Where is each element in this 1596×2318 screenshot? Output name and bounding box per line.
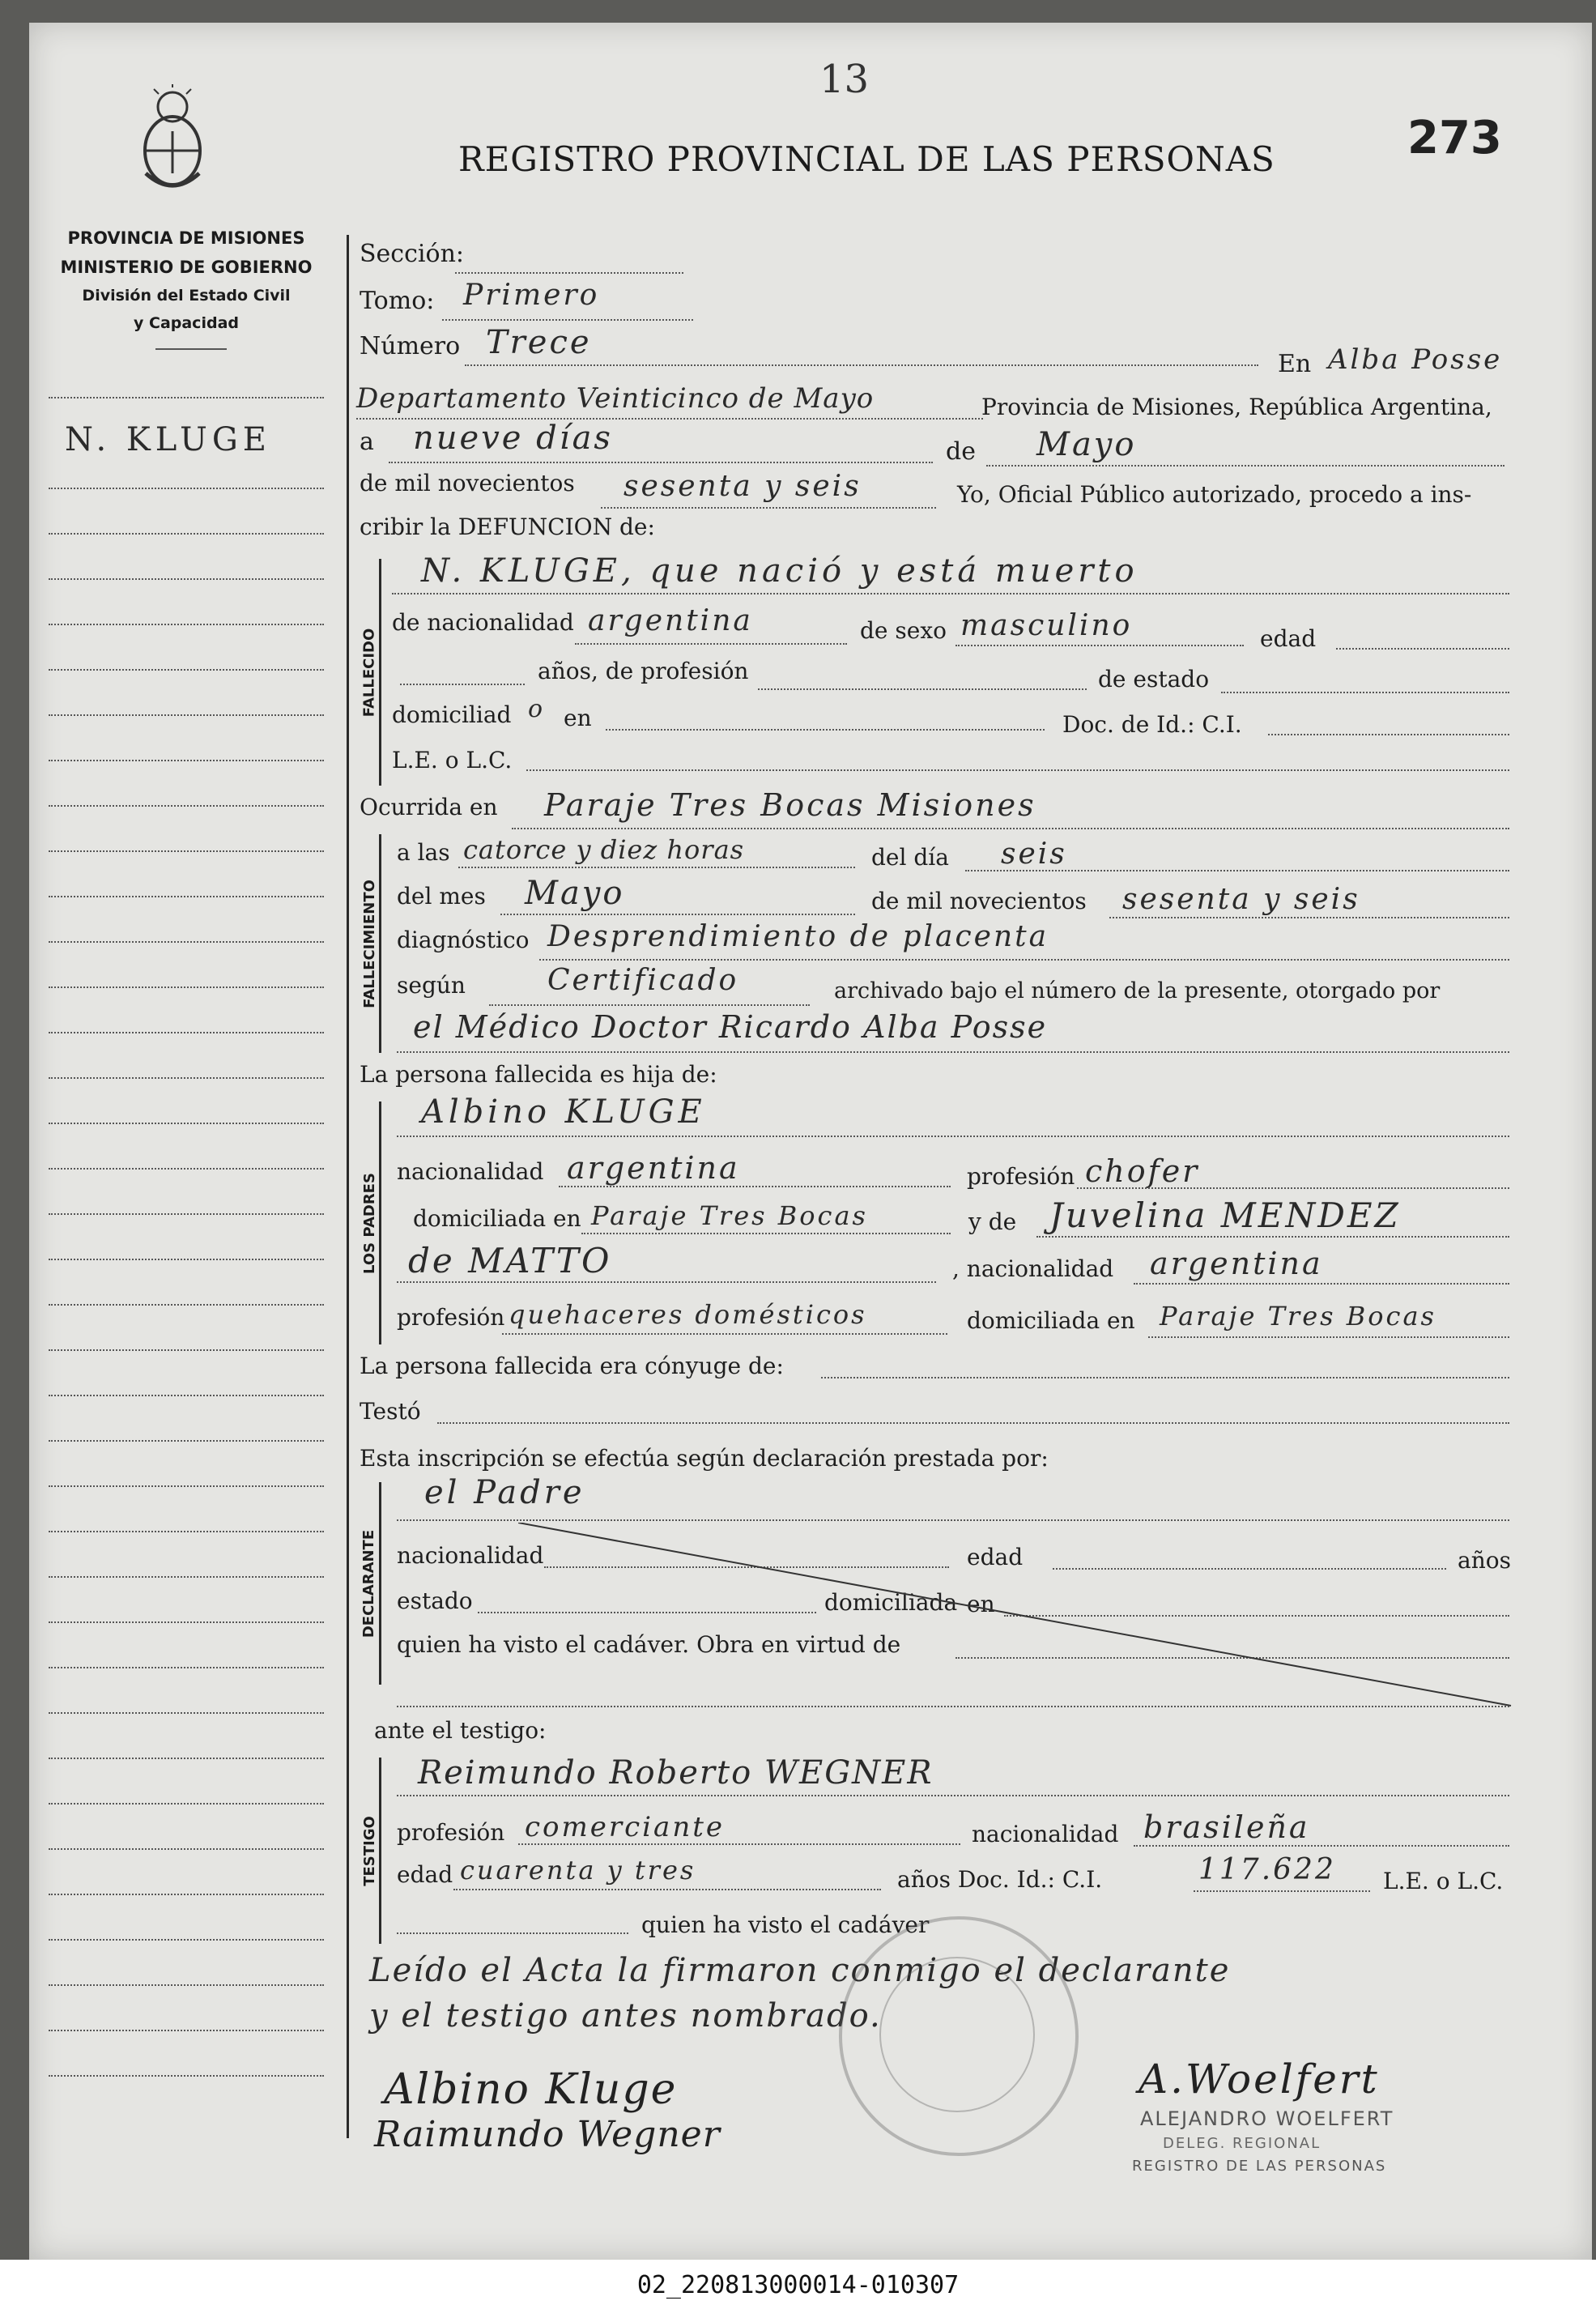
edad-label: edad [1260, 625, 1317, 652]
testigo-nacionalidad-value: brasileña [1143, 1809, 1310, 1845]
domiciliada-en-label: domiciliada en [413, 1205, 581, 1232]
testigo-value: Reimundo Roberto WEGNER [418, 1754, 934, 1792]
de-estado-label: de estado [1098, 666, 1210, 692]
page-title: REGISTRO PROVINCIAL DE LAS PERSONAS [458, 139, 1275, 179]
field-line [512, 828, 1509, 829]
en-label-2: en [564, 705, 592, 731]
madre-domiciliada-label: domiciliada en [967, 1307, 1135, 1334]
margin-line [49, 1894, 324, 1895]
margin-line [49, 624, 324, 625]
ocurrida-value: Paraje Tres Bocas Misiones [544, 787, 1036, 823]
dia-value: nueve días [413, 420, 613, 457]
field-line [965, 870, 1509, 871]
margin-line [49, 941, 324, 943]
cancel-strike [518, 1523, 1514, 1709]
margin-line [49, 1939, 324, 1941]
sexo-value: masculino [960, 609, 1133, 642]
field-line [606, 729, 1045, 731]
mes-value: Mayo [1036, 426, 1137, 463]
field-line [821, 1377, 1509, 1378]
field-line [1148, 1336, 1509, 1338]
margin-line [49, 1168, 324, 1170]
medico-value: el Médico Doctor Ricardo Alba Posse [413, 1009, 1048, 1045]
margin-line [49, 1304, 324, 1306]
madre-value-2: de MATTO [408, 1241, 612, 1280]
field-line [397, 1281, 936, 1283]
oficial-label: Yo, Oficial Público autorizado, procedo a ins- [957, 481, 1472, 508]
margin-rule [347, 235, 349, 2138]
padre-value: Albino KLUGE [421, 1093, 706, 1131]
field-line [397, 1795, 1509, 1796]
numero-label: Número [360, 332, 461, 360]
section-declarante: DECLARANTE [360, 1529, 378, 1638]
madre-nacionalidad-label: , nacionalidad [952, 1255, 1114, 1282]
margin-line [49, 850, 324, 852]
field-line [526, 769, 1509, 771]
margin-line [49, 397, 324, 398]
inscripcion-label: Esta inscripción se efectúa según declaración prestada por: [360, 1445, 1049, 1472]
cribir-label: cribir la DEFUNCION de: [360, 513, 655, 540]
margin-line [49, 2030, 324, 2031]
field-line [489, 1004, 810, 1006]
field-line [559, 1186, 951, 1187]
field-line [1036, 1236, 1509, 1238]
de-sexo-label: de sexo [860, 617, 947, 644]
testigo-edad-label: edad [397, 1861, 453, 1888]
coat-of-arms-icon [136, 84, 209, 198]
page-number: 13 [819, 57, 870, 102]
section-fallecimiento: FALLECIMIENTO [360, 879, 378, 1008]
de-mil-label-2: de mil novecientos [871, 888, 1087, 914]
testigo-nacionalidad-label: nacionalidad [972, 1821, 1119, 1847]
section-padres: LOS PADRES [360, 1172, 378, 1274]
numero-value: Trece [486, 324, 592, 361]
signature-father: Albino Kluge [384, 2065, 678, 2114]
margin-line [49, 578, 324, 580]
field-line [1077, 1187, 1509, 1189]
margin-line [49, 2075, 324, 2077]
margin-line [49, 1259, 324, 1260]
decl-nacionalidad-label: nacionalidad [397, 1542, 544, 1569]
field-line [397, 1706, 1509, 1707]
testigo-profesion-label: profesión [397, 1819, 505, 1846]
testigo-doc-label: años Doc. Id.: C.I. [897, 1866, 1103, 1893]
margin-line [49, 714, 324, 716]
madre-profesion-label: profesión [397, 1304, 505, 1331]
file-label-bar [0, 2260, 1596, 2318]
archivado-label: archivado bajo el número de la presente, otorgado por [834, 978, 1441, 1003]
de-mil-label: de mil novecientos [360, 470, 575, 496]
margin-line [49, 1485, 324, 1487]
margin-line [49, 760, 324, 761]
ante-testigo-label: ante el testigo: [374, 1717, 547, 1744]
agency-ministry: MINISTERIO DE GOBIERNO [60, 258, 313, 277]
margin-line [49, 986, 324, 988]
official-name: ALEJANDRO WOELFERT [1140, 2107, 1394, 2130]
le-lc-label: L.E. o L.C. [392, 747, 513, 773]
field-line [1109, 917, 1509, 918]
margin-line [49, 1032, 324, 1033]
field-line [400, 684, 525, 685]
madre-domicilio-value: Paraje Tres Bocas [1160, 1301, 1436, 1332]
margin-line [49, 1667, 324, 1668]
hora-value: catorce y diez horas [463, 834, 745, 865]
en-label: En [1278, 350, 1312, 378]
agency-division-2: y Capacidad [134, 314, 239, 332]
decl-domiciliada-label: domiciliada [824, 1589, 958, 1616]
field-line [986, 465, 1504, 467]
tomo-label: Tomo: [360, 287, 435, 315]
a-label: a [360, 428, 374, 456]
signature-witness: Raimundo Wegner [374, 2114, 721, 2155]
field-line [1194, 1890, 1370, 1892]
decl-anios-label: años [1458, 1547, 1511, 1574]
margin-line [49, 533, 324, 535]
segun-label: según [397, 972, 466, 999]
margin-line [49, 488, 324, 489]
decl-edad-label: edad [967, 1544, 1024, 1570]
margin-line [49, 1621, 324, 1623]
margin-line [49, 1803, 324, 1805]
section-fallecido: FALLECIDO [360, 628, 378, 717]
a-las-label: a las [397, 839, 450, 866]
field-line [1134, 1845, 1509, 1847]
doc-id-label: Doc. de Id.: C.I. [1062, 711, 1242, 738]
padre-nacionalidad-label: nacionalidad [397, 1158, 544, 1185]
testigo-edad-value: cuarenta y tres [460, 1855, 696, 1886]
del-dia-label: del día [871, 844, 949, 871]
margin-name: N. KLUGE [65, 421, 271, 458]
decl-estado-label: estado [397, 1587, 473, 1614]
margin-line [49, 1440, 324, 1442]
field-line [453, 1889, 881, 1890]
hija-label: La persona fallecida es hija de: [360, 1061, 717, 1088]
declarante-value: el Padre [424, 1474, 585, 1511]
decl-en-label: en [967, 1591, 995, 1617]
testigo-ci-value: 117.622 [1198, 1853, 1336, 1886]
mes-fallec-value: Mayo [525, 875, 625, 912]
anio-fallec-value: sesenta y seis [1122, 883, 1360, 916]
testigo-profesion-value: comerciante [525, 1811, 725, 1843]
margin-line [49, 896, 324, 897]
padre-profesion-value: chofer [1085, 1153, 1200, 1189]
field-line [1268, 734, 1509, 735]
divider [155, 348, 227, 350]
margin-line [49, 805, 324, 807]
provincia-label: Provincia de Misiones, República Argentina, [981, 394, 1492, 420]
margin-line [49, 1848, 324, 1850]
padre-domicilio-value: Paraje Tres Bocas [591, 1200, 868, 1231]
margin-line [49, 1984, 324, 1986]
field-line [1336, 648, 1509, 650]
official-title: DELEG. REGIONAL [1163, 2135, 1321, 2152]
margin-line [49, 1349, 324, 1351]
nacionalidad-value: argentina [588, 604, 753, 637]
field-line [397, 1051, 1509, 1053]
field-line [397, 1932, 628, 1934]
agency-province: PROVINCIA DE MISIONES [67, 228, 305, 248]
decl-visto-label: quien ha visto el cadáver. Obra en virtud de [397, 1631, 901, 1658]
field-line [465, 364, 1258, 366]
conyuge-label: La persona fallecida era cónyuge de: [360, 1353, 784, 1379]
folio-number: 273 [1407, 112, 1502, 164]
domiciliad-label: domiciliad [392, 701, 512, 728]
field-line [518, 1843, 960, 1845]
field-line [397, 1519, 1509, 1521]
seccion-label: Sección: [360, 240, 464, 268]
field-line [575, 643, 847, 645]
field-line [455, 272, 683, 274]
field-line [389, 462, 933, 463]
margin-line [49, 1712, 324, 1714]
field-line [500, 914, 855, 915]
cierre-line-2: y el testigo antes nombrado. [369, 1997, 882, 2035]
anios-profesion-label: años, de profesión [538, 658, 749, 684]
file-label: 02_220813000014-010307 [636, 2271, 960, 2299]
field-line [442, 319, 693, 321]
ocurrida-label: Ocurrida en [360, 794, 498, 820]
field-line [502, 1333, 947, 1335]
madre-value: Juvelina MENDEZ [1049, 1195, 1401, 1235]
section-testigo: TESTIGO [360, 1815, 378, 1886]
padre-profesion-label: profesión [967, 1163, 1075, 1190]
margin-line [49, 1077, 324, 1079]
field-line [601, 507, 936, 509]
y-de-label: y de [968, 1208, 1017, 1235]
agency-division: División del Estado Civil [82, 287, 291, 305]
margin-line [49, 1531, 324, 1532]
fallecido-value: N. KLUGE, que nació y está muerto [421, 552, 1138, 590]
field-line [539, 959, 1509, 961]
madre-nacionalidad-value: argentina [1150, 1246, 1323, 1281]
de-nacionalidad-label: de nacionalidad [392, 609, 574, 636]
margin-line [49, 1213, 324, 1215]
madre-profesion-value: quehaceres domésticos [509, 1299, 867, 1330]
signature-official: A.Woelfert [1138, 2056, 1380, 2103]
diagnostico-value: Desprendimiento de placenta [547, 920, 1049, 953]
official-title-2: REGISTRO DE LAS PERSONAS [1132, 2158, 1387, 2175]
segun-value: Certificado [547, 964, 739, 997]
de-label: de [946, 437, 976, 466]
testigo-le-lc-label: L.E. o L.C. [1383, 1868, 1504, 1894]
field-line [437, 1422, 1509, 1424]
margin-line [49, 669, 324, 671]
margin-line [49, 1395, 324, 1396]
tomo-value: Primero [463, 279, 600, 312]
field-line [758, 688, 1087, 690]
field-line [397, 1136, 1509, 1137]
diagnostico-label: diagnóstico [397, 927, 530, 953]
field-line [581, 1233, 951, 1234]
dia-fallec-value: seis [1001, 837, 1067, 871]
del-mes-label: del mes [397, 883, 486, 910]
field-line [458, 867, 855, 868]
margin-line [49, 1758, 324, 1759]
field-line [955, 645, 1244, 646]
official-stamp-inner [879, 1957, 1035, 2112]
field-line [1221, 692, 1509, 693]
field-line [1134, 1283, 1509, 1285]
cierre-line-1: Leído el Acta la firmaron conmigo el declarante [369, 1952, 1231, 1989]
testigo-visto-label: quien ha visto el cadáver [641, 1911, 930, 1938]
margin-line [49, 1123, 324, 1124]
field-line [392, 593, 1509, 594]
testo-label: Testó [360, 1398, 421, 1425]
departamento-value: Departamento Veinticinco de Mayo [356, 382, 875, 415]
anio-value: sesenta y seis [624, 470, 862, 503]
padre-nacionalidad-value: argentina [567, 1150, 740, 1186]
margin-line [49, 1576, 324, 1578]
lugar-value: Alba Posse [1328, 343, 1503, 376]
domiciliad-suffix: o [528, 695, 546, 723]
